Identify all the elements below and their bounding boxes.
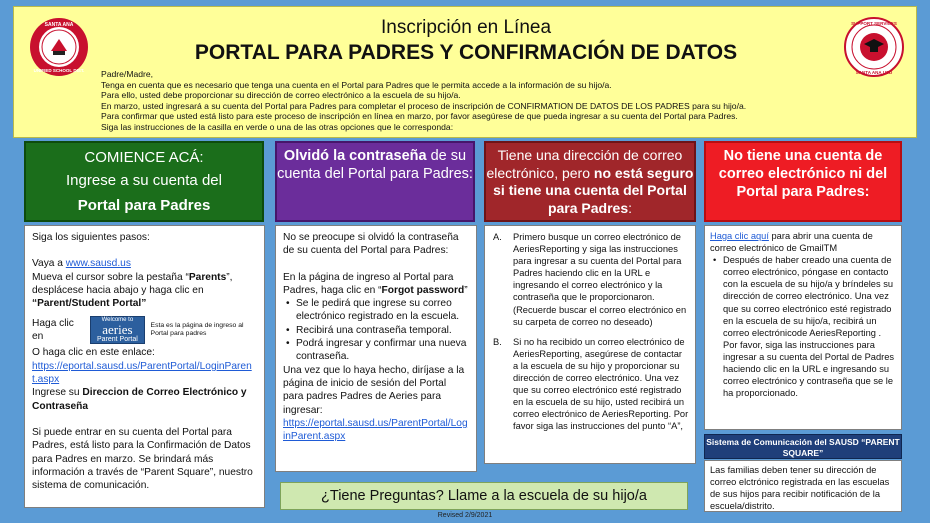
forgot-password-heading — [275, 141, 475, 222]
aeries-portal-logo-button[interactable] — [90, 316, 144, 344]
ingrese-text: Ingrese su — [32, 387, 83, 399]
page-subtitle: PORTAL PARA PADRES Y CONFIRMACIÓN DE DATOS — [194, 41, 738, 64]
o-haga-text: O haga clic en este enlace: — [32, 347, 155, 359]
start-here-heading — [24, 141, 264, 222]
start-here-panel — [24, 225, 265, 508]
questions-banner: ¿Tiene Preguntas? Llame a la escuela de su hijo/a — [280, 482, 688, 510]
svg-text:UNIFIED SCHOOL DIST.: UNIFIED SCHOOL DIST. — [33, 68, 85, 73]
svg-text:SANTA ANA: SANTA ANA — [44, 22, 74, 28]
gmail-line — [710, 230, 896, 254]
direccion-text: Direccion de Correo Electrónico y Contraseña — [32, 387, 247, 412]
logo-welcome: Welcome to — [101, 316, 134, 323]
login-parent-link-2[interactable]: https://eportal.sausd.us/ParentPortal/LoginParent.aspx — [283, 417, 468, 443]
heading-part-a: Tiene una dirección de correo electrónico, pero — [486, 147, 683, 181]
sausd-link[interactable]: www.sausd.us — [65, 258, 131, 270]
header-banner — [13, 6, 917, 138]
intro-line: En marzo, usted ingresará a su cuenta del Portal para Padres para completar el proceso de inscripción de CONFIRMATION DE DATOS DE LOS PADRES para su hijo/a. — [101, 100, 747, 111]
intro-line: Tenga en cuenta que es necesario que tenga una cuenta en el Portal para Padres que le permita accede a la información de su hijo/a. — [101, 79, 612, 90]
forgot-bullets — [283, 297, 469, 363]
list-item: • Podrá ingresar y confirmar una nueva contraseña. — [283, 337, 469, 364]
parent-square-text: Las familias deben tener su dirección de correo elctrónico registrada en las escuelas de sus hijos para recibir notificación de la escuela/distrito. — [704, 460, 902, 512]
no-account-panel — [704, 225, 902, 430]
vaya-line — [32, 257, 257, 270]
parent-student-portal-text: “Parent/Student Portal” — [32, 298, 147, 310]
item-number: B. — [493, 336, 502, 347]
revised-date: Revised 2/9/2021 — [437, 512, 493, 519]
svg-text:SUPPORT SERVICES: SUPPORT SERVICES — [851, 21, 897, 26]
intro-line: Para ello, usted debe proporcionar su dirección de correo electrónico a la escuela de su hijo/a. — [101, 90, 461, 101]
heading-line: Ingrese a su cuenta del — [66, 172, 222, 189]
login-parent-link[interactable]: https://eportal.sausd.us/ParentPortal/LoginParent.aspx — [32, 360, 252, 386]
heading-part-c: : — [628, 199, 633, 216]
gmail-text: para abrir una cuenta de correo electrónico de GmailTM — [710, 231, 873, 254]
list-item: • Se le pedirá que ingrese su correo electrónico registrado en la escuela. — [283, 297, 469, 324]
heading-line: Portal para Padres — [77, 197, 211, 214]
forgot-after-text: Una vez que lo haya hecho, diríjase a la página de inicio de sesión del Portal para padres Padres de Aeries para ingresar: — [283, 364, 465, 416]
forgot-password-panel — [275, 225, 477, 472]
forgot-step-line — [283, 271, 469, 298]
list-item: • Recibirá una contraseña temporal. — [283, 324, 469, 337]
aeries-row — [32, 316, 257, 344]
intro-text — [101, 69, 841, 133]
parents-tab-text: Parents — [188, 271, 227, 283]
haga-clic-text: Haga clic en — [32, 318, 74, 343]
forgot-intro: No se preocupe si olvidó la contraseña de su cuenta del Portal para Padres: — [283, 232, 459, 257]
heading-rest: de su cuenta del Portal para Padres: — [277, 148, 473, 182]
logo-portal: Parent Portal — [96, 335, 138, 343]
mueva-text: Mueva el cursor sobre la pestaña “ — [32, 271, 189, 283]
heading-line: COMIENCE ACÁ: — [84, 149, 204, 166]
item-text: Primero busque un correo electrónico de AeriesReporting y siga las instrucciones para ingresar a su cuenta del Portal para Padres haciendo clic en la URL e ingresando el correo electrónico y la contraseña que le proporcionaron. (Recuerde buscar el correo electrónico en su carpeta de correo no deseado) — [513, 232, 687, 327]
logo-aeries: aeries — [102, 321, 133, 337]
unsure-account-heading — [484, 141, 696, 222]
mueva-line — [32, 271, 257, 298]
heading-part-b: no está seguro si tiene una cuenta del Portal para Padres — [493, 164, 694, 216]
intro-line: Padre/Madre, — [101, 69, 154, 79]
forgot-password-text: Forgot password — [381, 284, 465, 296]
list-item — [491, 336, 689, 433]
item-number: A. — [493, 232, 502, 242]
steps-intro: Siga los siguientes pasos: — [32, 232, 150, 243]
logo-note: Esta es la página de ingreso al Portal para padres — [150, 321, 244, 338]
list-item: • Después de haber creado una cuenta de correo electrónico, póngase en contacto con la escuela de su hijo/a y bríndeles su dirección de correo electrónico. Una vez que su correo electrónico esté registrado en la escuela de su hijo/a, recibirá un correo electrónicode AeriesReporting . Por favor, siga las instrucciones para ingresar a su cuenta del Portal de Padres haciendo clic en la URL e ingresando su correo electrónico y contraseña que se le ha proporcionado. — [710, 254, 896, 399]
no-account-heading: No tiene una cuenta de correo electrónico ni del Portal para Padres: — [704, 141, 902, 222]
heading-bold: Olvidó la contraseña — [283, 148, 427, 164]
ingrese-line — [32, 386, 257, 413]
page-title: Inscripción en Línea — [380, 17, 552, 38]
svg-text:SANTA ANA USD: SANTA ANA USD — [855, 70, 893, 75]
vaya-text: Vaya a — [32, 258, 66, 270]
p2a: En la página de ingreso al Portal para Padres, haga clic en “ — [283, 271, 454, 296]
ready-text: Si puede entrar en su cuenta del Portal para Padres, está listo para la Confirmación de Datos para Padres en marzo. Se brindará más información a través de “Parent Square”, nuestro sistema de comunicación. — [32, 426, 253, 492]
list-item — [491, 231, 689, 328]
intro-line: Para confirmar que usted está listo para este proceso de inscripción en línea en marzo, por favor asegúrese de que pueda ingresar a su cuenta del Portal para Padres. — [101, 111, 738, 122]
desplacese-text: ”, desplácese hacia abajo y haga clic en — [32, 271, 233, 296]
item-text: Si no ha recibido un correo electrónico de AeriesReporting, asegúrese de contactar a la escuela de su hijo y proporcionar su dirección de correo electrónico. Una vez que su correo electrónico esté registrado en la escuela de su hijo, usted recibirá un correo electrónico de AeriesReporting. Por favor siga las instrucciones del punto “A”, — [513, 336, 689, 432]
parent-square-heading: Sistema de Comunicación del SAUSD “PARENT SQUARE” — [704, 434, 902, 459]
create-gmail-link[interactable]: Haga clic aquí — [710, 231, 769, 241]
unsure-account-panel — [484, 225, 696, 464]
p2c: ” — [464, 284, 468, 296]
intro-line: Siga las instrucciones de la casilla en verde o una de las otras opciones que le corresponda: — [101, 121, 454, 132]
